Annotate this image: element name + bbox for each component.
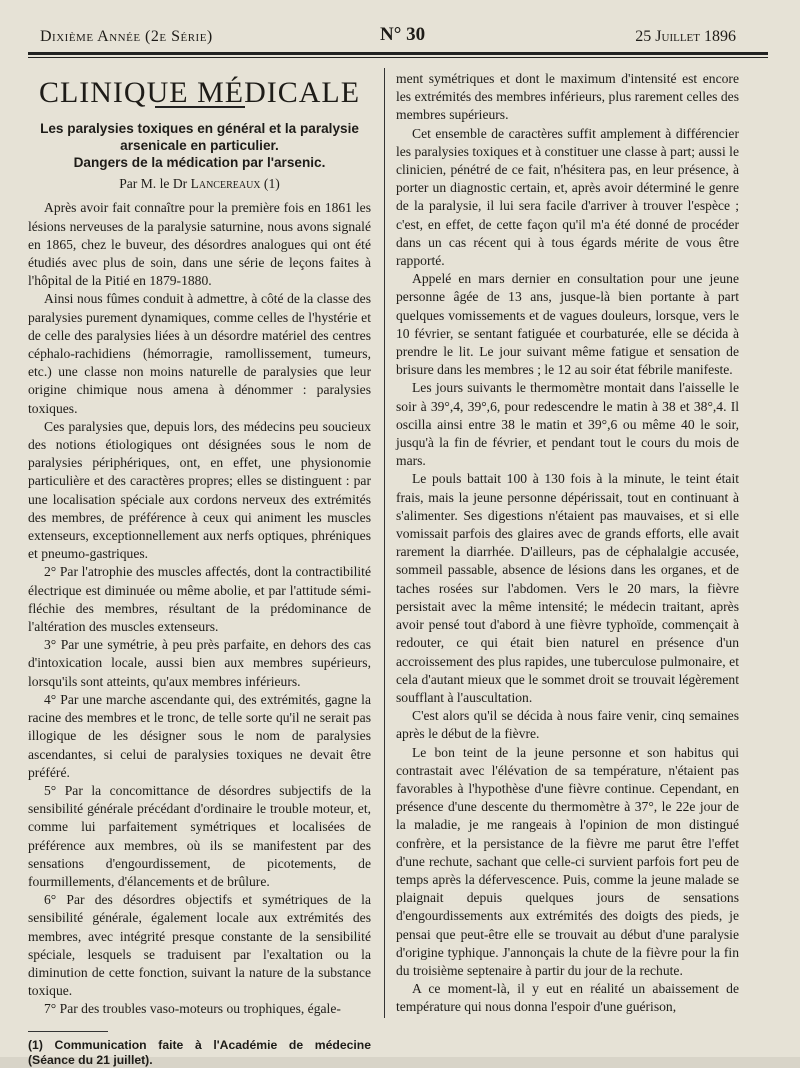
column-divider: [384, 68, 385, 1018]
footnote: (1) Communication faite à l'Académie de médecine (Séance du 21 juillet).: [28, 1037, 371, 1067]
paragraph: 2° Par l'atrophie des muscles affectés, dont la contractibilité électrique est diminuée ou même abolie, et par l'attitude sémi-fléchie des membres, résultant de la prédominance de l'altération des muscles extenseurs.: [28, 564, 371, 635]
paragraph: Le pouls battait 100 à 130 fois à la minute, le teint était frais, mais la jeune personne dépérissait, tout en continuant à s'alimenter. Ses digestions n'étaient pas mauvaises, et si elle vomissait parfois des glaires avec de grands efforts, elle avait rarement la diarrhée. D'ailleurs, pas de céphalalgie accusée, sommeil passable, absence de lésions dans les organes, et de taches rosées sur l'abdomen. Vers le 20 mars, la fièvre persistait avec la même intensité; le médecin traitant, après avoir pensé tout d'abord à une fièvre typhoïde, commençait à redouter, ce qui était bien naturel en présence d'un accroissement des plus rapides, une tuberculose pulmonaire, et cela d'autant mieux que le sommet droit se trouvait légèrement soufflant à l'auscultation.: [396, 471, 739, 705]
paragraph: Cet ensemble de caractères suffit amplement à différencier les paralysies toxiques et à constituer une classe à part; aussi le clinicien, pénétré de ce fait, n'hésitera pas, en leur présence, à porter un diagnostic certain, et, après avoir déterminé le genre de la paralysie, il lui sera facile d'arriver à trouver l'espèce ; c'est, en effet, de cette façon qu'il m'a été donné de procéder dans un cas récent qui à tous égards mérite de vous être rapporté.: [396, 125, 739, 269]
issue-date: 25 Juillet 1896: [635, 28, 736, 45]
byline-prefix: Par M. le Dr: [119, 176, 191, 192]
header-rule-thin: [28, 57, 768, 58]
footnote-rule: [28, 1031, 108, 1032]
byline: [28, 175, 371, 193]
paragraph: Ainsi nous fûmes conduit à admettre, à côté de la classe des paralysies purement dynamiques, comme celles de l'hystérie et de celle des paralysies liées à un désordre matériel des centres céphalo-rachidiens (hémorragie, ramollissement, tumeurs, etc.) une classe non moins naturelle de paralysies que leur origine chimique nous amena à dénommer : paralysies toxiques.: [28, 291, 371, 416]
article-title: Les paralysies toxiques en général et la paralysie arsenicale en particulier.: [40, 121, 359, 154]
issue-number: N° 30: [380, 24, 426, 45]
paragraph: 5° Par la concomittance de désordres subjectifs de la sensibilité générale précédant d'ordinaire le trouble moteur, et, comme lui parfaitement symétriques et localisées de préférence aux membres, où ils se manifestent par des sensations d'engourdissement, de picotements, de fourmillements, d'élancements et de brûlure.: [28, 782, 371, 889]
paragraph: ment symétriques et dont le maximum d'intensité est encore les extrémités des membres inférieurs, plus rarement celles des membres supérieurs.: [396, 71, 739, 123]
right-column: [396, 70, 739, 1017]
article-subtitle: Dangers de la médication par l'arsenic.: [73, 155, 326, 171]
paragraph: 4° Par une marche ascendante qui, des extrémités, gagne la racine des membres et le tronc, de telle sorte qu'il ne serait pas illogique de les désigner sous le nom de paralysies ascendantes, si celui de paralysies toxiques ne devait être préféré.: [28, 691, 371, 780]
section-title: CLINIQUE MÉDICALE: [38, 76, 361, 109]
paragraph: 3° Par une symétrie, à peu près parfaite, en dehors des cas d'intoxication locale, aussi bien aux membres supérieurs, lorsqu'ils sont atteints, qu'aux membres inférieurs.: [28, 637, 371, 689]
left-column: [28, 70, 371, 1068]
issue-edition: Dixième Année (2e Série): [40, 28, 213, 45]
page-header: [40, 24, 736, 46]
header-rule-thick: [28, 52, 768, 55]
paragraph: Le bon teint de la jeune personne et son habitus qui contrastait avec l'élévation de sa température, n'étaient pas favorables à l'hypothèse d'une fièvre continue. Cependant, en présence d'une descente du thermomètre à 37°, le 22e jour de la maladie, je me rangeais à l'opinion de mon distingué confrère, et la persistance de la fièvre me parut être l'effet d'une rechute, sachant que celle-ci survient parfois fort peu de temps après la défervescence. Puis, comme la jeune malade se plaignait depuis quelques jours de sensations d'engourdissements aux extrémités des doigts des pieds, je pensai que peut-être elle se trouvait au début d'une paralysie d'origine typhique. J'annonçais la chute de la fièvre pour la fin du troisième septenaire à partir du jour de la rechute.: [396, 744, 739, 978]
paragraph: 6° Par des désordres objectifs et symétriques de la sensibilité générale, également locale aux extrémités des membres, avec intégrité presque constante de la sensibilité spéciale, lesquels se traduisent par l'exaltation ou la diminution de cette fonction, suivant la nature de la substance toxique.: [28, 892, 371, 999]
paragraph: Les jours suivants le thermomètre montait dans l'aisselle le soir à 39°,4, 39°,6, pour redescendre le matin à 38 et 38°,4. Il oscilla ainsi entre 38 le matin et 39°,6 ou même 40 le soir, jusqu'à la fin de février, et pendant tout le cours du mois de mars.: [396, 380, 739, 469]
paragraph: A ce moment-là, il y eut en réalité un abaissement de température qui nous donna l'espoir d'une guérison,: [396, 981, 739, 1015]
footnote-ref: (1): [260, 176, 280, 192]
paragraph: Ces paralysies que, depuis lors, des médecins peu soucieux des notions étiologiques ont désignées sous le nom de paralysies périphériques, ont, en effet, une physionomie particulière et des caractères propres; elles se distinguent : par une localisation spéciale aux cordons nerveux des extrémités des membres, de préférence à ceux qui animent les muscles extenseurs, exceptionnellement aux nerfs optiques, phréniques et pneumo-gastriques.: [28, 418, 371, 562]
paragraph: Après avoir fait connaître pour la première fois en 1861 les lésions nerveuses de la paralysie saturnine, nous avons signalé en 1865, chez le buveur, des désordres analogues qui ont été étudiés avec plus de soin, dans une série de leçons faites à l'hôpital de la Pitié en 1879-1880.: [28, 200, 371, 289]
paragraph: 7° Par des troubles vaso-moteurs ou trophiques, égale-: [44, 1001, 341, 1017]
author-name: Lancereaux: [190, 176, 261, 192]
paragraph: Appelé en mars dernier en consultation pour une jeune personne âgée de 13 ans, jusque-là bien portante à part quelques vomissements et de vagues douleurs, lorsque, vers le 10 février, se sentant fatiguée et courbaturée, elle se décida à prendre le lit. Le jour suivant même fatigue et sensation de brisure dans les membres ; le 12 au soir état fébrile manifeste.: [396, 271, 739, 378]
paragraph: C'est alors qu'il se décida à nous faire venir, cinq semaines après le début de la fièvre.: [396, 708, 739, 742]
